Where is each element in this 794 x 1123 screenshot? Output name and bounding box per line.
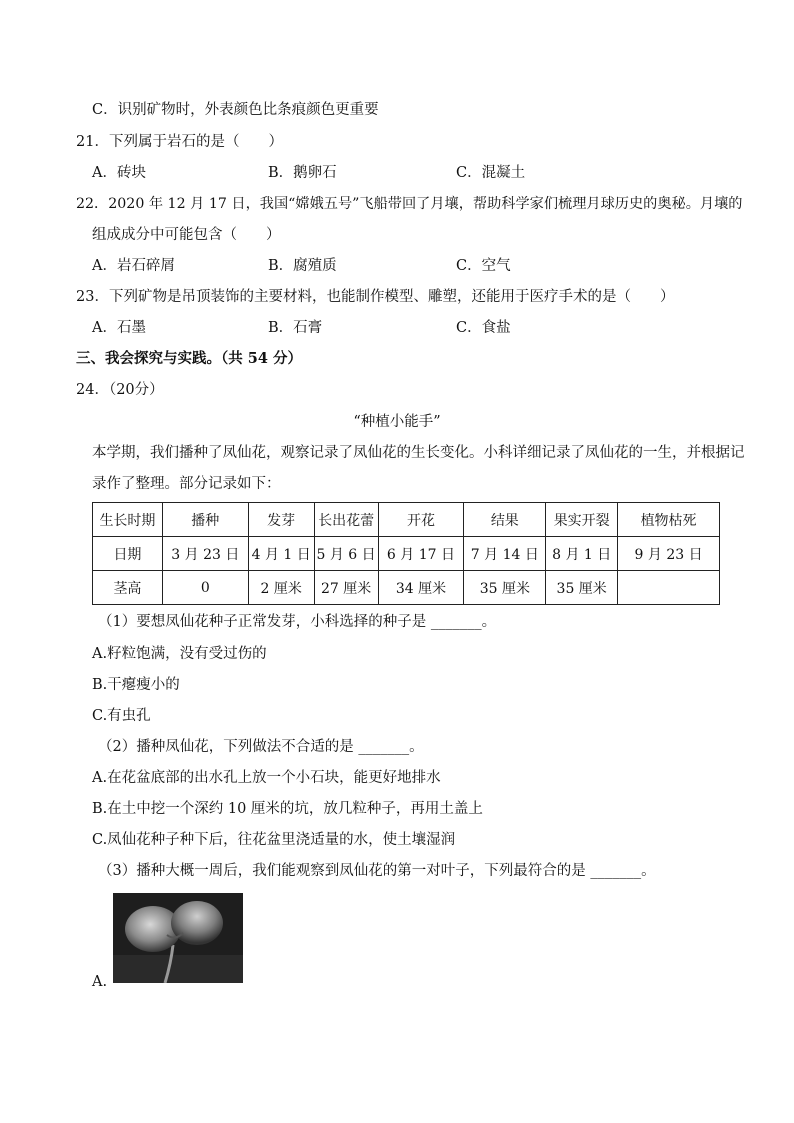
q23-option-b: B．石膏 xyxy=(268,320,323,336)
q22-stem-line2: 组成成分中可能包含（ ） xyxy=(92,227,281,243)
table-cell: 2 厘米 xyxy=(248,571,314,605)
q23-option-a: A．石墨 xyxy=(92,320,146,336)
table-cell: 6 月 17 日 xyxy=(378,537,464,571)
table-cell: 播种 xyxy=(162,503,248,537)
table-cell: 结果 xyxy=(464,503,546,537)
q24-sub1-option-c: C.有虫孔 xyxy=(92,708,151,724)
q24-sub2-option-b: B.在土中挖一个深约 10 厘米的坑，放几粒种子，再用土盖上 xyxy=(92,801,483,817)
table-cell: 7 月 14 日 xyxy=(464,537,546,571)
q22-stem-line1: 22．2020 年 12 月 17 日，我国“嫦娥五号”飞船带回了月壤，帮助科学家们梳理月球历史的奥秘。月壤的 xyxy=(76,196,743,212)
table-cell: 植物枯死 xyxy=(618,503,720,537)
q24-sub1-option-a: A.籽粒饱满，没有受过伤的 xyxy=(92,646,267,662)
table-cell: 0 xyxy=(162,571,248,605)
q21-option-b: B．鹅卵石 xyxy=(268,165,337,181)
table-cell: 开花 xyxy=(378,503,464,537)
q24-sub2-option-a: A.在花盆底部的出水孔上放一个小石块，能更好地排水 xyxy=(92,770,441,786)
table-cell: 27 厘米 xyxy=(314,571,378,605)
q22-option-b: B．腐殖质 xyxy=(268,258,337,274)
q21-option-a: A．砖块 xyxy=(92,165,146,181)
section-heading: 三、我会探究与实践。（共 54 分） xyxy=(76,350,303,367)
q21-option-c: C．混凝土 xyxy=(456,165,526,181)
q24-sub2-option-c: C.凤仙花种子种下后，往花盆里浇适量的水，使土壤湿润 xyxy=(92,832,456,848)
table-cell: 8 月 1 日 xyxy=(546,537,618,571)
table-cell: 长出花蕾 xyxy=(314,503,378,537)
q24-sub2-stem: （2）播种凤仙花，下列做法不合适的是 _______。 xyxy=(98,739,424,755)
q24-sub3-option-a-label: A. xyxy=(92,974,108,990)
table-cell: 日期 xyxy=(93,537,163,571)
table-row xyxy=(93,571,720,605)
table-cell: 35 厘米 xyxy=(464,571,546,605)
table-cell: 生长时期 xyxy=(93,503,163,537)
table-cell xyxy=(618,571,720,605)
q23-option-c: C．食盐 xyxy=(456,320,511,336)
table-cell: 发芽 xyxy=(248,503,314,537)
table-cell: 茎高 xyxy=(93,571,163,605)
table-cell: 4 月 1 日 xyxy=(248,537,314,571)
q24-title: “种植小能手” xyxy=(353,414,441,430)
table-cell: 35 厘米 xyxy=(546,571,618,605)
table-cell: 5 月 6 日 xyxy=(314,537,378,571)
q24-stem: 24．（20分） xyxy=(76,382,164,398)
q21-stem: 21．下列属于岩石的是（ ） xyxy=(76,134,283,150)
seedling-photo xyxy=(113,893,243,983)
table-cell: 果实开裂 xyxy=(546,503,618,537)
q20-option-c: C．识别矿物时，外表颜色比条痕颜色更重要 xyxy=(92,102,379,118)
q24-intro-line2: 录作了整理。部分记录如下： xyxy=(92,476,281,492)
q22-option-a: A．岩石碎屑 xyxy=(92,258,175,274)
q24-intro-line1: 本学期，我们播种了凤仙花，观察记录了凤仙花的生长变化。小科详细记录了凤仙花的一生，并根据记 xyxy=(92,445,745,461)
table-row xyxy=(93,503,720,537)
table-row xyxy=(93,537,720,571)
seedling-leaves-icon xyxy=(113,893,243,983)
q24-sub1-option-b: B.干瘪瘦小的 xyxy=(92,677,180,693)
q24-sub3-stem: （3）播种大概一周后，我们能观察到凤仙花的第一对叶子，下列最符合的是 _______。 xyxy=(98,863,656,879)
q24-sub1-stem: （1）要想凤仙花种子正常发芽，小科选择的种子是 _______。 xyxy=(98,614,497,630)
q22-option-c: C．空气 xyxy=(456,258,511,274)
q23-stem: 23．下列矿物是吊顶装饰的主要材料，也能制作模型、雕塑，还能用于医疗手术的是（ ） xyxy=(76,289,675,305)
growth-record-table xyxy=(92,502,720,605)
table-cell: 9 月 23 日 xyxy=(618,537,720,571)
table-cell: 3 月 23 日 xyxy=(162,537,248,571)
table-cell: 34 厘米 xyxy=(378,571,464,605)
